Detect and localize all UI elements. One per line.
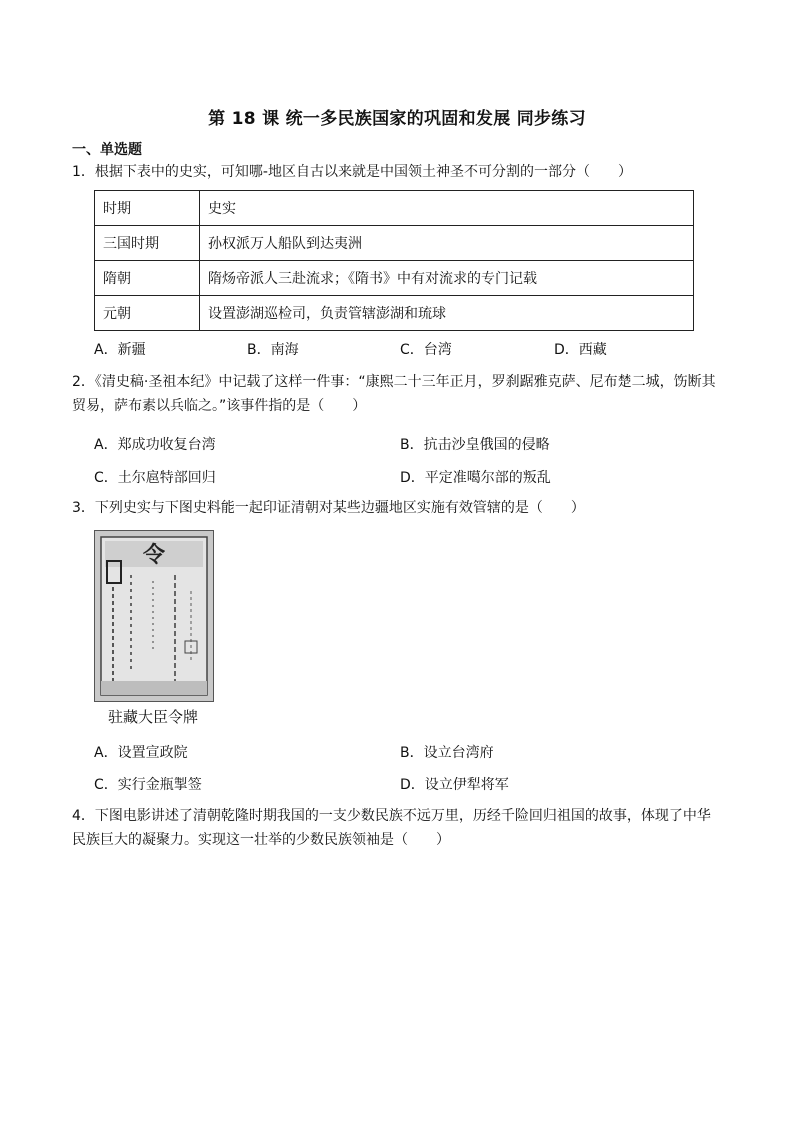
table-row	[95, 296, 694, 331]
q1-option-d: D．西藏	[554, 342, 607, 358]
q1-option-a: A．新疆	[94, 342, 146, 358]
q2-option-b: B．抗击沙皇俄国的侵略	[400, 437, 550, 453]
table-row	[95, 191, 694, 226]
history-facts-table	[94, 190, 694, 331]
question-3	[72, 496, 722, 520]
question-2	[72, 370, 722, 418]
token-illustration	[95, 531, 213, 701]
q2-option-c: C．土尔扈特部回归	[94, 470, 216, 486]
q1-option-c: C．台湾	[400, 342, 452, 358]
table-row	[95, 226, 694, 261]
image-caption: 驻藏大臣令牌	[107, 708, 198, 726]
section-heading: 一、单选题	[72, 142, 142, 158]
question-4-stem: 4．下图电影讲述了清朝乾隆时期我国的一支少数民族不远万里，历经千险回归祖国的故事，体现了中华民族巨大的凝聚力。实现这一壮举的少数民族领袖是（ ）	[72, 808, 711, 848]
table-cell: 设置澎湖巡检司，负责管辖澎湖和琉球	[200, 296, 694, 331]
table-cell: 元朝	[95, 296, 200, 331]
question-4	[72, 804, 722, 852]
table-cell: 隋朝	[95, 261, 200, 296]
q2-option-d: D．平定准噶尔部的叛乱	[400, 470, 551, 486]
imperial-resident-token-image	[94, 530, 214, 702]
table-cell: 史实	[200, 191, 694, 226]
question-2-stem: 2．《清史稿·圣祖本纪》中记载了这样一件事：“康熙二十三年正月，罗刹踞雅克萨、尼布楚二城，饬断其贸易，萨布素以兵临之。”该事件指的是（ ）	[72, 374, 716, 414]
q1-option-b: B．南海	[247, 342, 299, 358]
q2-option-a: A．郑成功收复台湾	[94, 437, 216, 453]
q3-option-a: A．设置宣政院	[94, 745, 188, 761]
table-cell: 三国时期	[95, 226, 200, 261]
table-cell: 时期	[95, 191, 200, 226]
table-cell: 孙权派万人船队到达夷洲	[200, 226, 694, 261]
page-title: 第 18 课 统一多民族国家的巩固和发展 同步练习	[208, 109, 586, 129]
q3-option-b: B．设立台湾府	[400, 745, 494, 761]
question-1-stem: 1．根据下表中的史实，可知哪-地区自古以来就是中国领土神圣不可分割的一部分（ ）	[72, 164, 632, 180]
question-1	[72, 160, 722, 184]
question-3-stem: 3．下列史实与下图史料能一起印证清朝对某些边疆地区实施有效管辖的是（ ）	[72, 500, 585, 516]
table-cell: 隋炀帝派人三赴流求；《隋书》中有对流求的专门记载	[200, 261, 694, 296]
q3-option-c: C．实行金瓶掣签	[94, 777, 202, 793]
token-top-character: 令	[142, 542, 166, 568]
q3-option-d: D．设立伊犁将军	[400, 777, 509, 793]
table-row	[95, 261, 694, 296]
